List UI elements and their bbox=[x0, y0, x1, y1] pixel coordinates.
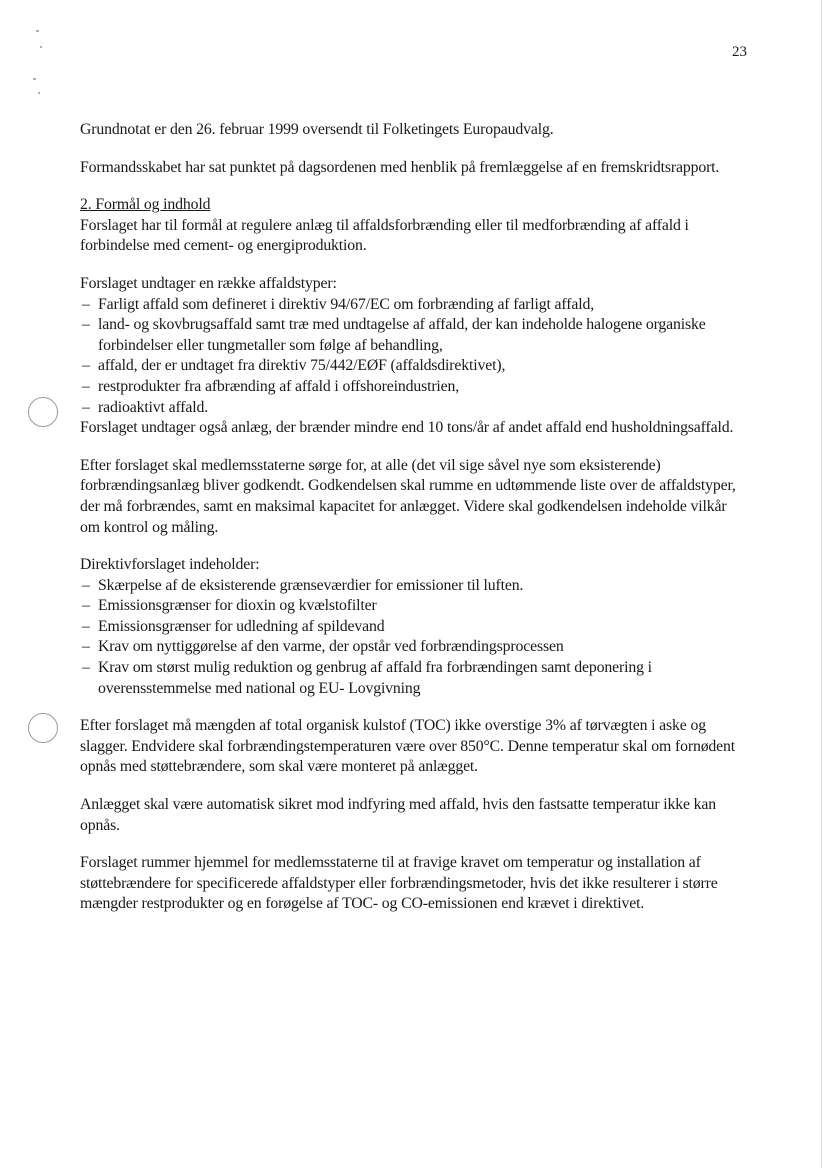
paragraph-formaal: Forslaget har til formål at regulere anlæg til affaldsforbrænding eller til medforbrænding af affald i forbindelse med cement- og energiproduktion. bbox=[80, 216, 689, 255]
section-indhold bbox=[80, 555, 745, 699]
list-item: – radioaktivt affald. bbox=[80, 398, 745, 419]
list-item: – Skærpelse af de eksisterende grænseværdier for emissioner til luften. bbox=[80, 576, 745, 597]
list-item: – Krav om størst mulig reduktion og genbrug af affald fra forbrændingen samt deponering i overensstemmelse med national og EU- Lovgivning bbox=[80, 658, 745, 699]
exclusions-outro: Forslaget undtager også anlæg, der brænder mindre end 10 tons/år af andet affald end husholdningsaffald. bbox=[80, 419, 734, 437]
list-item: – land- og skovbrugsaffald samt træ med undtagelse af affald, der kan indeholde halogene organiske forbindelser eller tungmetaller som følge af behandling, bbox=[80, 315, 745, 356]
page-number: 23 bbox=[732, 44, 747, 60]
list-item: – Emissionsgrænser for dioxin og kvælstofilter bbox=[80, 596, 745, 617]
paragraph-grundnotat: Grundnotat er den 26. februar 1999 oversendt til Folketingets Europaudvalg. bbox=[80, 121, 554, 138]
section-undtagelser bbox=[80, 274, 745, 439]
punch-hole-icon bbox=[28, 397, 58, 427]
scan-edge-line bbox=[821, 0, 822, 1168]
section-formaal bbox=[80, 195, 745, 257]
scan-speck bbox=[38, 92, 40, 94]
list-item: – Emissionsgrænser for udledning af spildevand bbox=[80, 617, 745, 638]
contents-intro: Direktivforslaget indeholder: bbox=[80, 556, 260, 574]
list-item: – Farligt affald som defineret i direktiv 94/67/EC om forbrænding af farligt affald, bbox=[80, 295, 745, 316]
punch-hole-icon bbox=[28, 713, 58, 743]
paragraph-indfyring: Anlægget skal være automatisk sikret mod indfyring med affald, hvis den fastsatte temperatur ikke kan opnås. bbox=[80, 796, 717, 834]
list-item: – restprodukter fra afbrænding af affald i offshoreindustrien, bbox=[80, 377, 745, 398]
exclusions-list bbox=[80, 295, 745, 419]
paragraph-hjemmel: Forslaget rummer hjemmel for medlemsstaterne til at fravige kravet om temperatur og installation af støttebrændere for specificerede affaldstyper eller forbrændingsmetoder, hvis det ikke resulterer i større mængder restprodukter og en forøgelse af TOC- og CO-emissionen end krævet i direktivet. bbox=[80, 854, 718, 913]
scan-speck bbox=[40, 46, 42, 48]
paragraph-formandsskab: Formandsskabet har sat punktet på dagsordenen med henblik på fremlæggelse af en fremskridtsrapport. bbox=[80, 158, 720, 176]
scan-speck bbox=[36, 30, 39, 32]
list-item: – Krav om nyttiggørelse af den varme, der opstår ved forbrændingsprocessen bbox=[80, 637, 745, 658]
document-body bbox=[80, 120, 745, 932]
section-heading: 2. Formål og indhold bbox=[80, 196, 211, 214]
paragraph-godkendelse: Efter forslaget skal medlemsstaterne sørge for, at alle (det vil sige såvel nye som eksisterende) forbrændingsanlæg bliver godkendt. Godkendelsen skal rumme en udtømmende liste over de affaldstyper, der må forbrændes, samt en maksimal kapacitet for anlægget. Videre skal godkendelsen indeholde vilkår om kontrol og måling. bbox=[80, 456, 736, 536]
paragraph-toc: Efter forslaget må mængden af total organisk kulstof (TOC) ikke overstige 3% af tørvægten i aske og slagger. Endvidere skal forbrændingstemperaturen være over 850°C. Denne temperatur skal om fornødent opnås med støttebrændere, som skal være monteret på anlægget. bbox=[80, 717, 736, 776]
list-item: – affald, der er undtaget fra direktiv 75/442/EØF (affaldsdirektivet), bbox=[80, 356, 745, 377]
exclusions-intro: Forslaget undtager en række affaldstyper: bbox=[80, 274, 337, 292]
scan-speck bbox=[33, 78, 36, 80]
contents-list bbox=[80, 576, 745, 700]
